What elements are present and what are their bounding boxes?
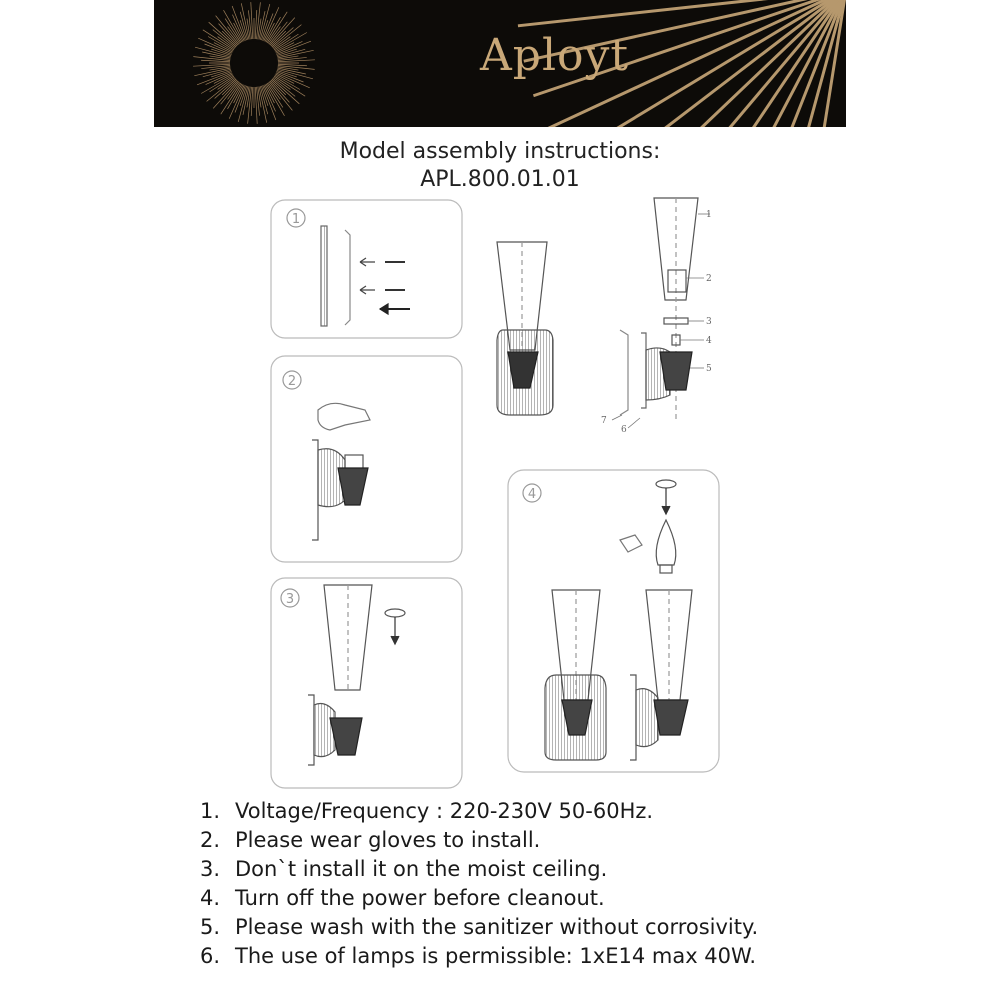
brand-logo: Aployt [480,30,630,81]
step-3-panel [271,578,462,788]
note-item: 2. Please wear gloves to install. [200,828,541,852]
step-4-number: 4 [527,487,537,502]
part-label-6: 6 [621,425,627,435]
specification-notes [200,797,758,971]
step-4-panel [508,470,719,772]
step-2-panel [271,356,462,562]
part-label-2: 2 [706,274,712,284]
page-title: Model assembly instructions: [339,139,661,164]
part-label-5: 5 [706,364,712,374]
note-item: 3. Don`t install it on the moist ceiling. [200,857,608,881]
part-label-4: 4 [706,336,712,346]
exploded-parts-view [601,198,712,435]
model-number: APL.800.01.01 [420,167,580,192]
part-label-1: 1 [706,210,712,220]
step-2-number: 2 [287,374,297,389]
note-item: 1. Voltage/Frequency : 220-230V 50-60Hz. [200,799,654,823]
assembled-lamp-view [497,242,553,415]
note-item: 6. The use of lamps is permissible: 1xE14 max 40W. [200,944,757,968]
step-1-panel [271,200,462,338]
step-3-number: 3 [285,592,295,607]
part-label-3: 3 [706,317,712,327]
note-item: 5. Please wash with the sanitizer without corrosivity. [200,915,759,939]
note-item: 4. Turn off the power before cleanout. [200,886,605,910]
step-1-number: 1 [291,212,301,227]
part-label-7: 7 [601,416,607,426]
